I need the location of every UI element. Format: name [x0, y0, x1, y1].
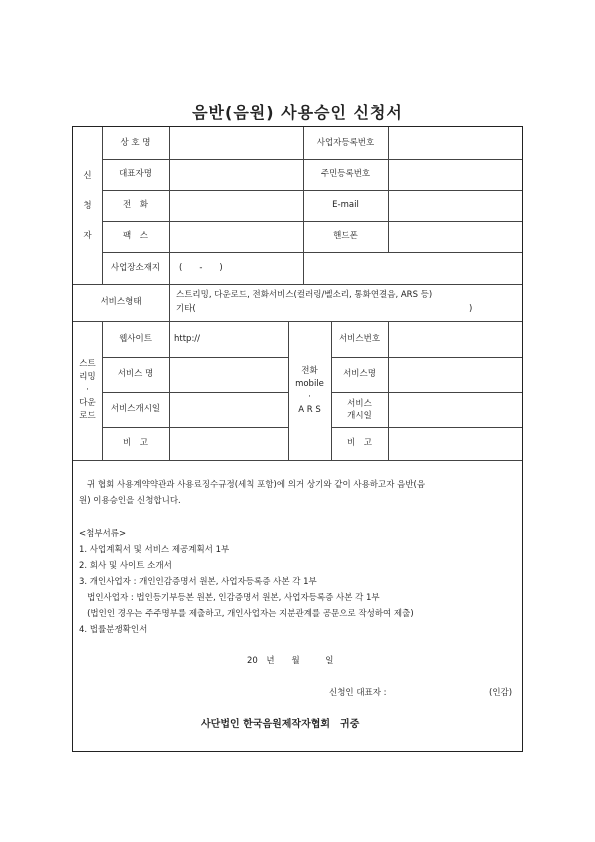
mobile-label: 핸드폰 — [333, 231, 358, 241]
attachment-item: (법인인 경우는 주주명부를 제출하고, 개인사업자는 지분관계를 공문으로 작성하여 제출) — [79, 609, 414, 619]
streaming-start-date-field[interactable] — [170, 392, 288, 427]
phone-remarks-field[interactable] — [389, 427, 522, 460]
attachments-title: <첨부서류> — [79, 529, 127, 539]
phone-service-name-label: 서비스명 — [343, 369, 376, 379]
website-label: 웹사이트 — [119, 333, 152, 344]
application-form — [72, 126, 523, 752]
service-no-field[interactable] — [389, 321, 522, 357]
attachment-item: 1. 사업계획서 및 서비스 제공계획서 1부 — [79, 545, 230, 555]
business-reg-no-label: 사업자등록번호 — [316, 137, 375, 148]
recipient: 사단법인 한국음원제작자협회 귀중 — [201, 719, 360, 730]
seal-label: (인감) — [489, 688, 513, 698]
form-title: 음반(음원) 사용승인 신청서 — [192, 103, 403, 122]
applicant-side-label: 신 청 자 — [83, 170, 92, 241]
service-type-other-field[interactable] — [203, 303, 465, 315]
address-label: 사업장소재지 — [110, 262, 161, 273]
streaming-remarks-label: 비 고 — [123, 438, 148, 448]
resident-reg-no-field[interactable] — [389, 159, 522, 190]
mobile-field[interactable] — [389, 221, 522, 252]
row-divider — [73, 460, 522, 461]
attachment-item: 3. 개인사업자 : 개인인감증명서 원본, 사업자등록증 사본 각 1부 — [79, 577, 317, 587]
phone-remarks-label: 비 고 — [347, 438, 372, 448]
phone-start-date-label: 서비스 개시일 — [347, 398, 372, 421]
representative-label: 대표자명 — [119, 169, 152, 179]
phone-service-side-label: 전화 mobile · A R S — [295, 365, 324, 415]
service-type-label: 서비스형태 — [100, 297, 142, 307]
service-type-other-open: 기타( — [176, 304, 196, 314]
column-divider — [169, 284, 170, 321]
attachment-item: 법인사업자 : 법인등기부등본 원본, 인감증명서 원본, 사업자등록증 사본 각 1부 — [79, 593, 380, 603]
streaming-service-name-label: 서비스 명 — [117, 369, 154, 379]
streaming-remarks-field[interactable] — [170, 427, 288, 460]
phone-field[interactable] — [170, 190, 303, 221]
business-reg-no-field[interactable] — [389, 127, 522, 159]
resident-reg-no-label: 주민등록번호 — [320, 169, 371, 179]
attachment-item: 4. 법률분쟁확인서 — [79, 625, 148, 635]
signer-field[interactable] — [403, 687, 483, 699]
service-type-options: 스트리밍, 다운로드, 전화서비스(컬러링/벨소리, 통화연결음, ARS 등) — [176, 290, 433, 300]
service-type-other-close: ) — [469, 304, 473, 314]
signer-label: 신청인 대표자 : — [329, 688, 387, 698]
streaming-service-name-field[interactable] — [170, 357, 288, 392]
website-field[interactable]: http:// — [174, 333, 201, 344]
address-field[interactable]: ( - ) — [179, 262, 223, 273]
phone-label: 전 화 — [123, 200, 148, 210]
application-statement-line1: 귀 협회 사용계약약관과 사용료징수규정(세칙 포함)에 의거 상기와 같이 사용하고자 음반(음 — [87, 480, 426, 490]
date-line: 20 년 월 일 — [247, 656, 334, 666]
attachment-item: 2. 회사 및 사이트 소개서 — [79, 561, 172, 571]
fax-field[interactable] — [170, 221, 303, 252]
email-field[interactable] — [389, 190, 522, 221]
phone-start-date-field[interactable] — [389, 392, 522, 427]
streaming-side-label: 스트 리밍 · 다운 로드 — [79, 359, 96, 421]
service-no-label: 서비스번호 — [338, 333, 381, 344]
company-name-label: 상 호 명 — [120, 137, 151, 148]
representative-field[interactable] — [170, 159, 303, 190]
company-name-field[interactable] — [170, 127, 303, 159]
phone-service-name-field[interactable] — [389, 357, 522, 392]
streaming-start-date-label: 서비스개시일 — [110, 404, 161, 414]
fax-label: 팩 스 — [123, 231, 148, 241]
application-statement-line2: 원) 이용승인을 신청합니다. — [79, 496, 181, 506]
email-label: E-mail — [332, 200, 359, 210]
